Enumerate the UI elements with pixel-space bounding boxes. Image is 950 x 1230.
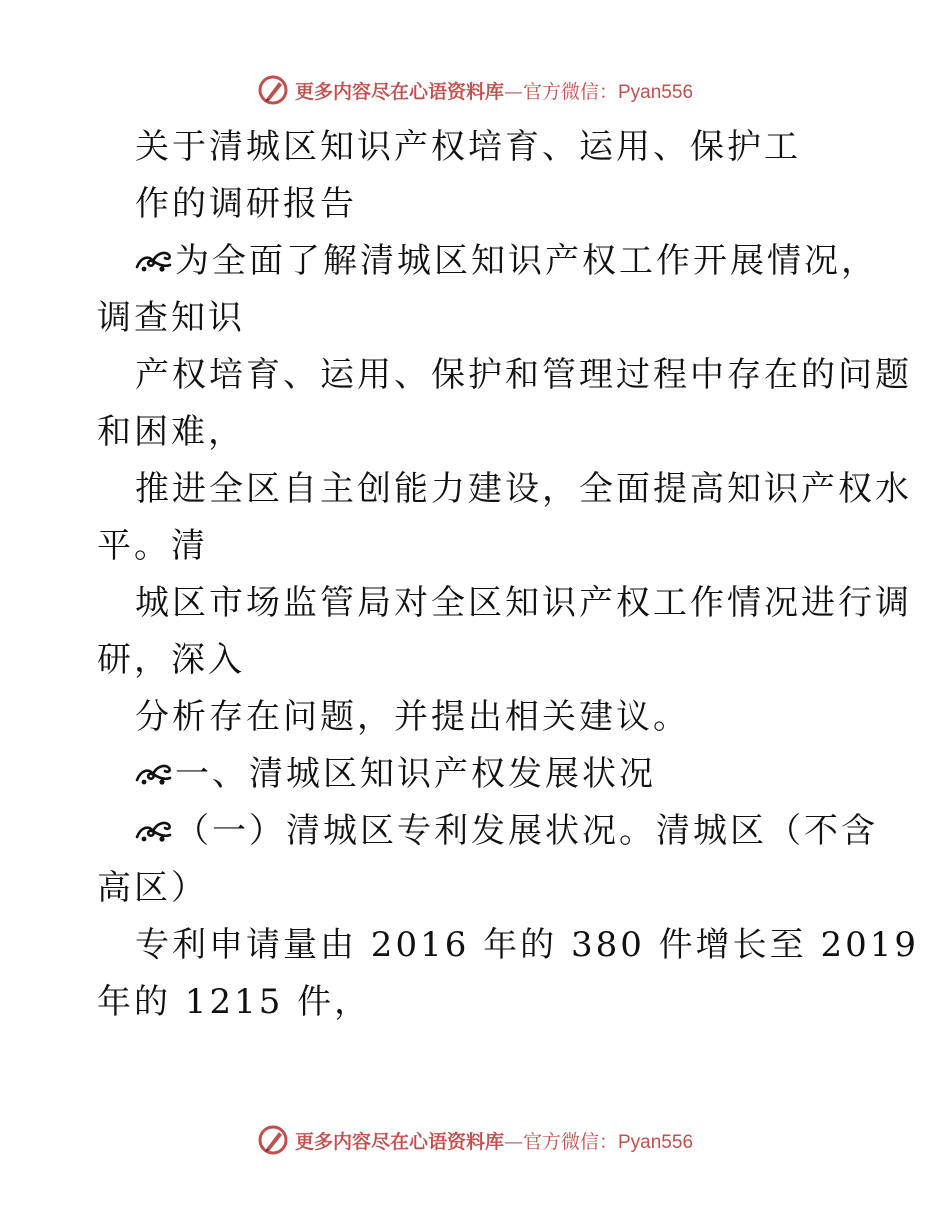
line-text: 关于清城区知识产权培育、运用、保护工	[135, 127, 801, 167]
line-text: 和困难，	[97, 412, 245, 452]
paragraph-line	[97, 238, 878, 284]
watermark-wechat-id: Pyan556	[618, 81, 694, 103]
paragraph-line	[97, 124, 857, 170]
line-text: 为全面了解清城区知识产权工作开展情况，	[175, 241, 878, 281]
paragraph-line	[97, 808, 878, 854]
watermark-dash: —	[503, 80, 523, 103]
paragraph-line	[97, 409, 857, 455]
line-text: 一、清城区知识产权发展状况	[175, 754, 656, 794]
line-text: 研，深入	[97, 640, 245, 680]
fleuron-bullet-icon	[135, 245, 173, 275]
pen-logo-icon	[257, 1124, 289, 1156]
paragraph-line	[97, 979, 857, 1025]
paragraph-line	[97, 751, 857, 797]
header-watermark	[0, 70, 950, 110]
line-text: 推进全区自主创能力建设，全面提高知识产权水	[135, 469, 912, 509]
document-body	[97, 124, 919, 1036]
paragraph-line	[97, 637, 857, 683]
paragraph-line	[97, 352, 912, 398]
paragraph-line	[97, 580, 912, 626]
paragraph-line	[97, 466, 912, 512]
paragraph-line	[97, 295, 857, 341]
line-text: 年的 1215 件，	[97, 982, 372, 1022]
fleuron-bullet-icon	[135, 758, 173, 788]
watermark-wechat-label: 官方微信：	[522, 80, 618, 103]
watermark-site: 更多内容尽在心语资料库	[294, 1130, 504, 1153]
line-text: 分析存在问题，并提出相关建议。	[135, 697, 690, 737]
paragraph-line	[97, 694, 857, 740]
pen-logo-icon	[257, 74, 289, 106]
watermark-text	[295, 1127, 693, 1154]
line-text: 城区市场监管局对全区知识产权工作情况进行调	[135, 583, 912, 623]
watermark-wechat-id: Pyan556	[618, 1131, 694, 1153]
paragraph-line	[97, 181, 857, 227]
line-text: 作的调研报告	[135, 184, 357, 224]
footer-watermark	[0, 1120, 950, 1160]
line-text: 产权培育、运用、保护和管理过程中存在的问题	[135, 355, 912, 395]
watermark-site: 更多内容尽在心语资料库	[294, 80, 504, 103]
watermark-wechat-label: 官方微信：	[522, 1130, 618, 1153]
paragraph-line	[97, 922, 919, 968]
watermark-text	[295, 77, 693, 104]
line-text: 调查知识	[97, 298, 245, 338]
paragraph-line	[97, 523, 857, 569]
line-text: （一）清城区专利发展状况。清城区（不含	[175, 811, 878, 851]
line-text: 高区）	[97, 868, 208, 908]
fleuron-bullet-icon	[135, 815, 173, 845]
line-text: 专利申请量由 2016 年的 380 件增长至 2019	[135, 925, 919, 965]
watermark-dash: —	[503, 1130, 523, 1153]
line-text: 平。清	[97, 526, 208, 566]
paragraph-line	[97, 865, 857, 911]
